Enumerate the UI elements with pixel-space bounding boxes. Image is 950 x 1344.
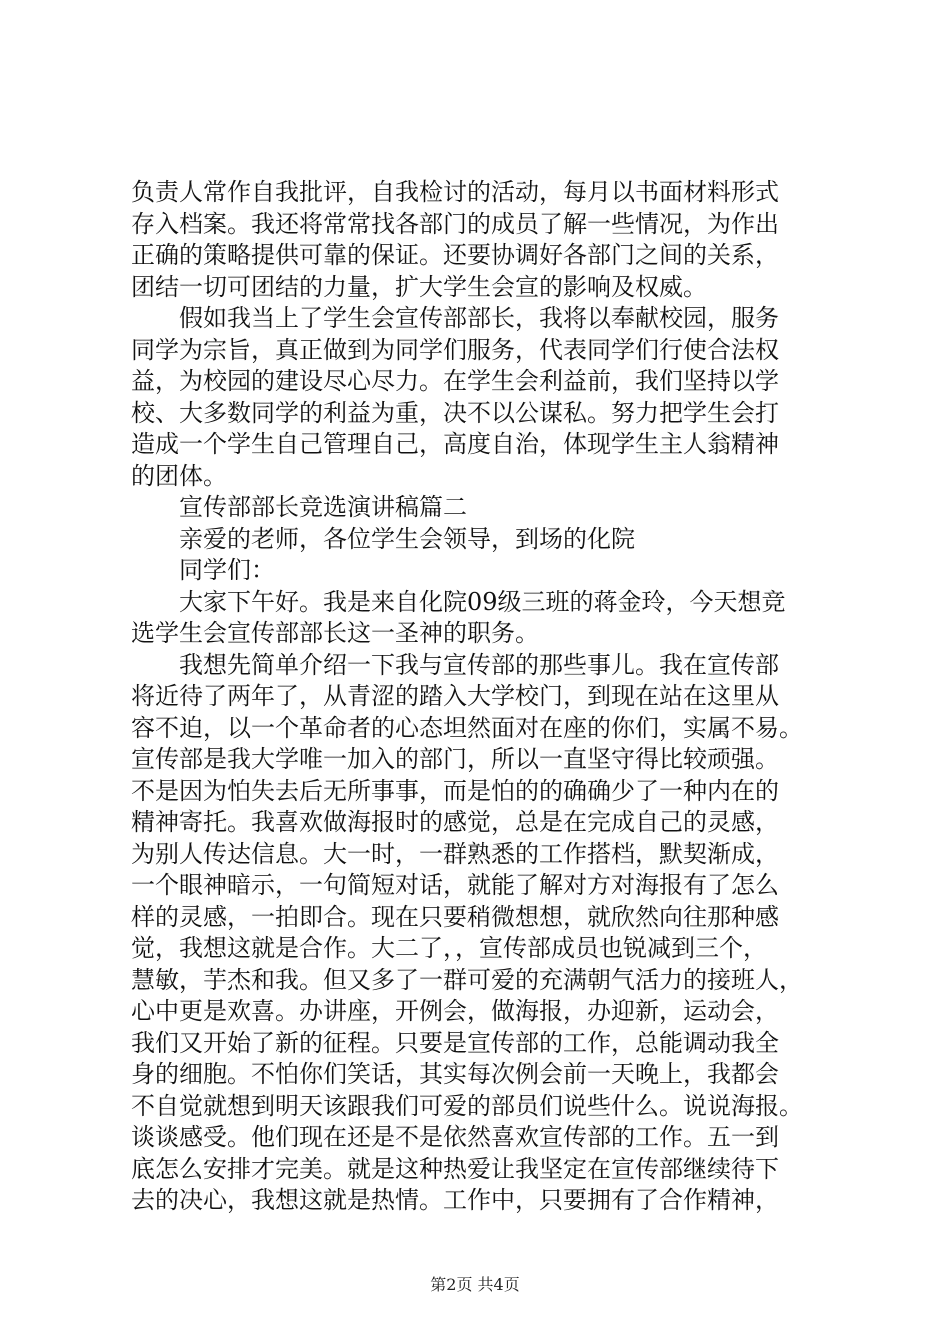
text-line: 选学生会宣传部部长这一圣神的职务。	[131, 619, 539, 647]
text-line: 我想先简单介绍一下我与宣传部的那些事儿。我在宣传部	[179, 650, 779, 679]
text-line: 慧敏，芋杰和我。但又多了一群可爱的充满朝气活力的接班人，	[131, 965, 803, 994]
text-line: 正确的策略提供可靠的保证。还要协调好各部门之间的关系，	[131, 241, 779, 269]
document-body	[131, 177, 831, 1217]
text-line: 校、大多数同学的利益为重，决不以公谋私。努力把学生会打	[131, 398, 779, 427]
text-line: 大家下午好。我是来自化院09级三班的蒋金玲，今天想竞	[179, 587, 786, 616]
text-line: 样的灵感，一拍即合。现在只要稍微想想，就欣然向往那种感	[131, 902, 779, 931]
text-line: 去的决心，我想这就是热情。工作中，只要拥有了合作精神，	[131, 1186, 779, 1214]
page-footer: 第2页 共4页	[430, 1275, 520, 1294]
text-line: 精神寄托。我喜欢做海报时的感觉，总是在完成自己的灵感，	[131, 808, 779, 836]
text-line: 底怎么安排才完美。就是这种热爱让我坚定在宣传部继续待下	[131, 1154, 779, 1183]
text-line: 觉，我想这就是合作。大二了，，宣传部成员也锐减到三个，	[131, 934, 767, 962]
text-line: 我们又开始了新的征程。只要是宣传部的工作，总能调动我全	[131, 1028, 779, 1057]
text-line: 同学为宗旨，真正做到为同学们服务，代表同学们行使合法权	[131, 335, 779, 364]
text-line: 宣传部是我大学唯一加入的部门，所以一直坚守得比较顽强。	[131, 745, 779, 773]
text-line: 心中更是欢喜。办讲座，开例会，做海报，办迎新，运动会，	[131, 997, 779, 1025]
text-line: 同学们：	[179, 556, 275, 584]
text-line: 亲爱的老师，各位学生会领导，到场的化院	[179, 524, 635, 553]
text-line: 负责人常作自我批评，自我检讨的活动，每月以书面材料形式	[131, 178, 779, 206]
text-line: 造成一个学生自己管理自己，高度自治，体现学生主人翁精神	[131, 430, 779, 458]
text-line: 一个眼神暗示，一句简短对话，就能了解对方对海报有了怎么	[131, 871, 779, 899]
text-line: 不自觉就想到明天该跟我们可爱的部员们说些什么。说说海报。	[131, 1091, 803, 1120]
text-line: 存入档案。我还将常常找各部门的成员了解一些情况，为作出	[131, 209, 779, 238]
text-line: 谈谈感受。他们现在还是不是依然喜欢宣传部的工作。五一到	[131, 1123, 779, 1151]
text-line: 宣传部部长竞选演讲稿篇二	[179, 493, 467, 521]
text-line: 益，为校园的建设尽心尽力。在学生会利益前，我们坚持以学	[131, 367, 779, 395]
text-line: 假如我当上了学生会宣传部部长，我将以奉献校园，服务	[179, 304, 779, 332]
text-line: 不是因为怕失去后无所事事，而是怕的的确确少了一种内在的	[131, 776, 779, 805]
text-line: 身的细胞。不怕你们笑话，其实每次例会前一天晚上，我都会	[131, 1060, 779, 1088]
text-line: 为别人传达信息。大一时，一群熟悉的工作搭档，默契渐成，	[131, 839, 779, 868]
text-line: 团结一切可团结的力量，扩大学生会宣的影响及权威。	[131, 272, 707, 301]
text-line: 将近待了两年了，从青涩的踏入大学校门，到现在站在这里从	[131, 682, 779, 710]
text-line: 的团体。	[131, 461, 227, 490]
text-line: 容不迫，以一个革命者的心态坦然面对在座的你们，实属不易。	[131, 713, 803, 742]
